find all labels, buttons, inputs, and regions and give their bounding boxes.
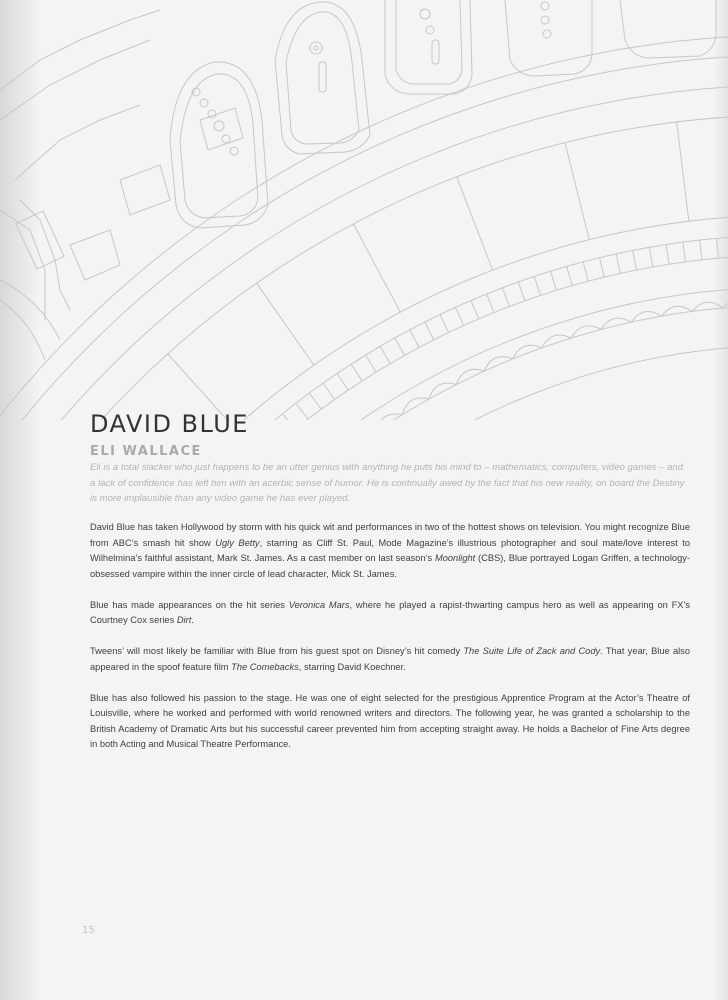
ring-tick	[296, 403, 308, 419]
actor-name-heading: DAVID BLUE	[90, 410, 249, 438]
ring-tick	[366, 355, 376, 372]
scallop-arc	[662, 306, 693, 316]
ring-tick	[351, 364, 362, 381]
scallop-arc	[601, 318, 631, 329]
ring-tick-marks	[29, 235, 728, 420]
ring-tick	[282, 414, 295, 420]
ring-divider-line	[353, 224, 400, 312]
ring-tick	[471, 301, 479, 319]
ring-tick	[455, 307, 463, 325]
ring-tick	[600, 258, 605, 277]
show-title: Ugly Betty	[215, 537, 260, 548]
ring-tick	[309, 393, 321, 409]
ring-tick	[683, 242, 686, 262]
ring-tick	[567, 266, 573, 285]
character-description: Eli is a total slacker who just happens to be an utter genius with anything he puts his mind to – mathematics, computers, video games – and a lack of confidence has left him with an acerbic sense of humor. He is continually awed by the fact that his new reality, on board the Destiny is more implausible than any video game he has ever played.	[90, 462, 685, 504]
ring-tick	[583, 262, 588, 281]
scallop-arc	[723, 299, 728, 308]
ring-tick	[487, 294, 494, 313]
bio-paragraph-3: Tweens’ will most likely be familiar with Blue from his guest spot on Disney’s hit comedy The Suite Life of Zack and Cody. That year, Blue also appeared in the spoof feature film The Comebacks, starring David Koechner.	[90, 646, 690, 672]
show-title: Dirt	[176, 615, 192, 625]
chevron-panel-1	[170, 62, 268, 228]
ring-tick	[534, 276, 540, 295]
ring-tick	[666, 245, 669, 265]
page-number: 15	[82, 925, 95, 936]
show-title: The Comebacks	[231, 661, 299, 672]
ring-tick	[518, 282, 525, 301]
biography	[90, 520, 690, 768]
ring-tick	[410, 330, 419, 348]
ring-tick	[633, 250, 637, 270]
ring-tick	[616, 254, 620, 274]
ring-divider-line	[677, 122, 689, 221]
ring-scalloped-band	[92, 298, 728, 420]
ring-tick	[700, 240, 702, 260]
ring-tick	[502, 288, 509, 307]
ring-tick	[395, 338, 405, 355]
ring-divider-line	[457, 177, 493, 270]
ring-tick	[440, 315, 449, 333]
ring-tick	[337, 373, 348, 390]
chevron-panel-3	[385, 0, 472, 94]
chevron-panel-2	[275, 2, 370, 154]
bio-paragraph-1: David Blue has taken Hollywood by storm with his quick wit and performances in two of the hottest shows on television. You might recognize Blue from ABC’s smash hit show Ugly Betty, starring as Cliff St. Paul, Mode Magazine’s illustrious photographer and soul mate/love interest to Wilhelmina’s faithful assistant, Mark St. James. As a cast member on last season’s Moonlight (CBS), Blue portrayed Logan Griffen, a technology-obsessed vampire within the inner circle of lead character, Mick St. James.	[90, 522, 690, 579]
ring-divider-line	[565, 143, 589, 240]
stargate-ring-illustration	[0, 0, 728, 420]
show-title: Moonlight	[434, 553, 476, 563]
bio-paragraph-4: Blue has also followed his passion to the stage. He was one of eight selected for the prestigious Apprentice Program at the Actor’s Theatre of Louisville, where he worked and performed with world renowned writers and directors. The following year, he was granted a scholarship to the British Academy of Dramatic Arts but his successful career prevented him from accepting straight away. He holds a Bachelor of Fine Arts degree in both Acting and Musical Theatre Performance.	[90, 692, 690, 749]
ring-base-structure	[0, 10, 243, 360]
ring-divider-line	[257, 283, 314, 365]
bio-paragraph-2: Blue has made appearances on the hit series Veronica Mars, where he played a rapist-thwarting campus hero as well as appearing on FX’s Courtney Cox series Dirt.	[90, 599, 690, 625]
ring-tick	[649, 247, 652, 267]
ring-tick	[380, 346, 390, 363]
ring-tick	[425, 322, 434, 340]
show-title: The Suite Life of Zack and Cody	[463, 646, 601, 656]
show-title: Veronica Mars	[288, 599, 350, 610]
ring-tick	[550, 271, 556, 290]
chevron-panel-5	[620, 0, 716, 58]
character-name-subheading: ELI WALLACE	[90, 444, 202, 459]
ring-tick	[717, 238, 719, 258]
ring-tick	[323, 383, 335, 399]
